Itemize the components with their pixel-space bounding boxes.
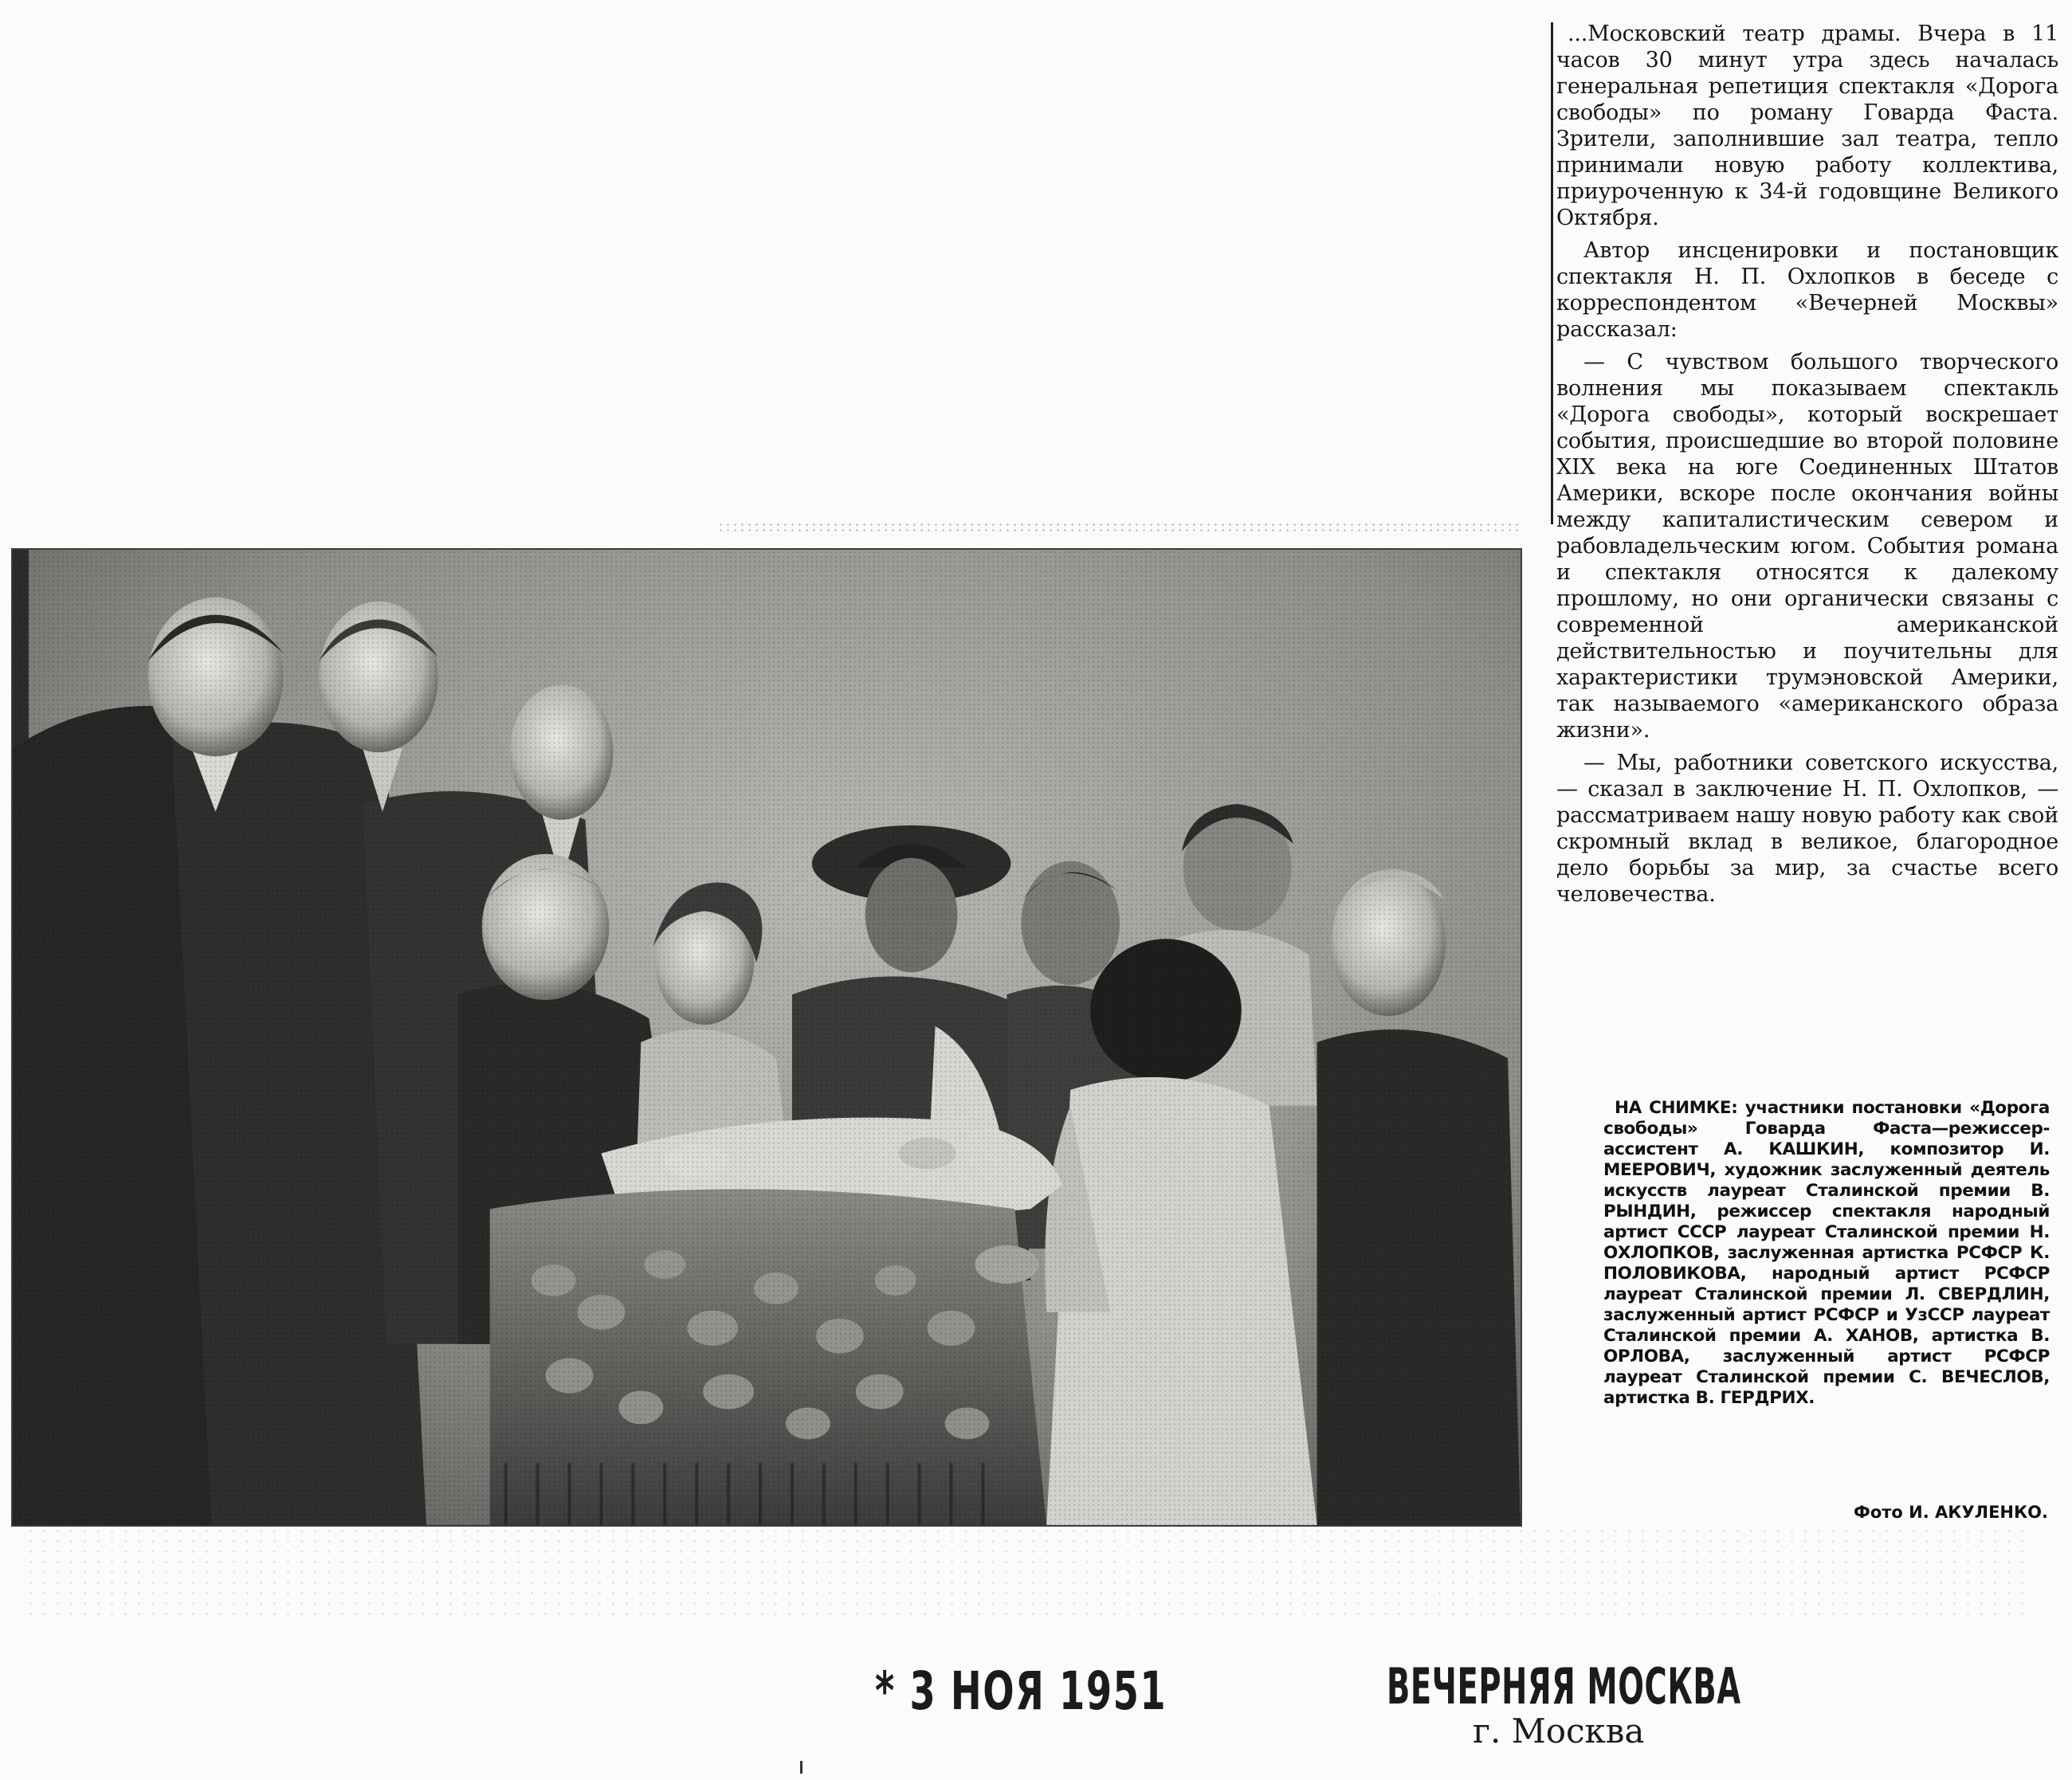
- margin-mark: [800, 1761, 803, 1774]
- city-stamp: г. Москва: [1473, 1711, 1645, 1751]
- column-rule: [1551, 22, 1553, 524]
- print-noise: [24, 1526, 2032, 1621]
- article-column: [1556, 21, 2058, 914]
- article-paragraph: — С чувством большого творческого волнения мы показываем спектакль «Дорога свободы», который воскрешает события, происшедшие во второй половине XIX века на юге Соединенных Штатов Америки, вскоре после окончания войны между капиталистическим севером и рабовладельческим югом. События романа и спектакля относятся к далекому прошлому, но они органически связаны с современной американской действительностью и поучительны для характеристики трумэновской Америки, так называемого «американского образа жизни».: [1556, 350, 2058, 743]
- article-paragraph: ...Московский театр драмы. Вчера в 11 часов 30 минут утра здесь началась генеральная репетиция спектакля «Дорога свободы» по роману Говарда Фаста. Зрители, заполнившие зал театра, тепло принимали новую работу коллектива, приуроченную к 34-й годовщине Великого Октября.: [1556, 22, 2058, 230]
- print-speckle: [717, 522, 1522, 533]
- group-photo: [11, 548, 1522, 1527]
- date-stamp: * 3 НОЯ 1951: [875, 1660, 1167, 1722]
- article-paragraph: — Мы, работники советского искусства, — сказал в заключение Н. П. Охлопков, — рассматриваем нашу новую работу как свой скромный вклад в великое, благородное дело борьбы за мир, за счастье всего человечества.: [1556, 751, 2058, 907]
- photo-illustration: [13, 550, 1521, 1525]
- article-paragraph: Автор инсценировки и постановщик спектакля Н. П. Охлопков в беседе с корреспондентом «Вечерней Москвы» рассказал:: [1556, 238, 2058, 342]
- photo-caption: НА СНИМКЕ: участники постановки «Дорога свободы» Говарда Фаста—режиссер-ассистент А. КАШКИН, композитор И. МЕЕРОВИЧ, художник заслуженный деятель искусств лауреат Сталинской премии В. РЫНДИН, режиссер спектакля народный артист СССР лауреат Сталинской премии Н. ОХЛОПКОВ, заслуженная артистка РСФСР К. ПОЛОВИКОВА, народный артист РСФСР лауреат Сталинской премии Л. СВЕРДЛИН, заслуженный артист РСФСР и УзССР лауреат Сталинской премии А. ХАНОВ, артистка В. ОРЛОВА, заслуженный артист РСФСР лауреат Сталинской премии С. ВЕЧЕСЛОВ, артистка В. ГЕРДРИХ.: [1603, 1098, 2050, 1408]
- newspaper-name-stamp: ВЕЧЕРНЯЯ МОСКВА: [1387, 1657, 1741, 1715]
- photo-credit: Фото И. АКУЛЕНКО.: [1854, 1503, 2048, 1522]
